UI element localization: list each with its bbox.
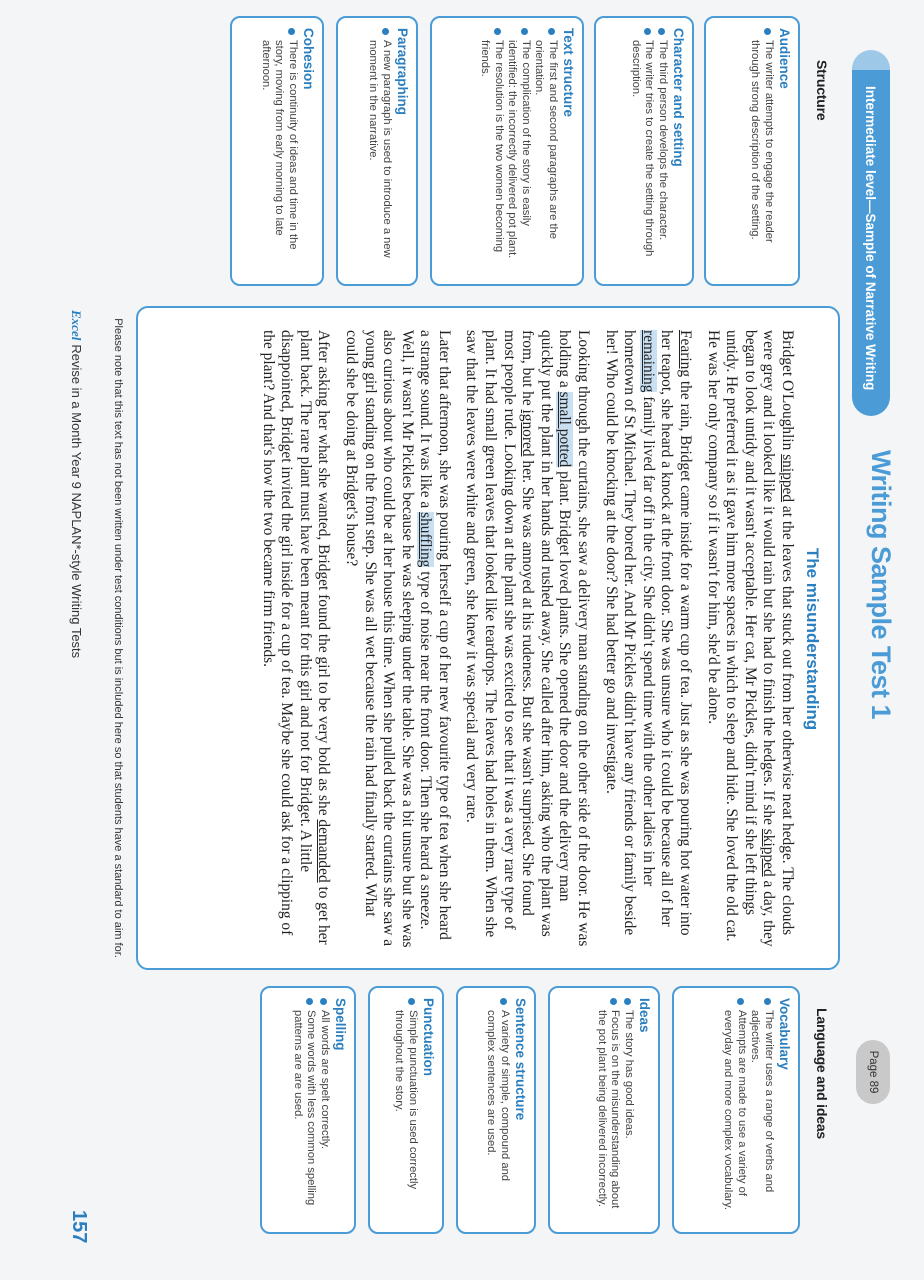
text-structure-box <box>430 16 584 286</box>
story-paragraph: After asking her what she wanted, Bridget found the girl to be very bold as she demanded to get her plant back. The rare plant must have been meant for this girl and not for Bridget. A little disappointed, Bridget invited the girl inside for a cup of tea. Maybe she could ask for a clipping of the plant? And that's how the two became firm friends. <box>259 330 333 945</box>
underlined-word: demanded <box>315 819 333 883</box>
character-setting-title: Character and setting <box>671 28 686 167</box>
footer <box>60 10 90 1244</box>
punctuation-item: Simple punctuation is used correctly throughout the story. <box>392 998 419 1224</box>
character-setting-item: The third person develops the character. <box>656 28 670 276</box>
character-setting-box <box>594 16 694 286</box>
story-title: The misunderstanding <box>803 547 822 731</box>
underlined-word: snipped <box>779 454 796 503</box>
underlined-word: Fearing <box>677 330 695 378</box>
spelling-item: Some words with less common spelling patterns are are used. <box>291 998 318 1224</box>
rotated-page-content <box>60 10 900 1244</box>
text-structure-item: The resolution is the two women becoming friends. <box>478 28 505 276</box>
story-paragraph: Fearing the rain, Bridget came inside for a warm cup of tea. Just as she was pouring hot water into her teapot, she heard a knock at the front door. She was unsure who it could be because all of her remaining family lived far off in the city. She didn't spend time with the other ladies in her hometown of St Michael. They bored her. And Mr Pickles didn't have any friends or family beside her! Who could be knocking at the door? She had better go and investigate. <box>602 330 695 936</box>
spelling-item: All words are spelt correctly. <box>318 998 332 1224</box>
ideas-box <box>548 986 660 1234</box>
text-structure-item: The complication of the story is easily identified: the incorrectly delivered pot plant. <box>505 28 532 276</box>
structure-heading: Structure <box>814 60 830 121</box>
vocabulary-box <box>672 986 800 1234</box>
story-paragraph: Bridget O'Loughlin snipped at the leaves that stuck out from her otherwise neat hedge. The clouds were grey and it looked like it would rain but she had to finish the hedges. If she skipped a day, they began to look untidy and it wasn't acceptable. Her cat, Mr Pickles, didn't mind if she left things untidy. He preferred it as it gave him more spaces in which to sleep and hide. She loved the old cat. He was her only company so if it wasn't for him, she'd be alone. <box>704 330 796 947</box>
story-box <box>136 306 840 970</box>
paragraphing-title: Paragraphing <box>395 28 410 116</box>
audience-title: Audience <box>777 28 792 89</box>
paragraphing-item: A new paragraph is used to introduce a new moment in the narrative. <box>366 28 393 276</box>
spelling-box <box>260 986 356 1234</box>
brand-logo-text: Excel <box>69 310 84 341</box>
vocabulary-item: The writer uses a range of verbs and adjectives. <box>748 998 775 1224</box>
text-structure-title: Text structure <box>561 28 576 118</box>
punctuation-box <box>368 986 444 1234</box>
audience-item: The writer attempts to engage the reader through strong description of the setting. <box>748 28 775 276</box>
sentence-structure-box <box>456 986 536 1234</box>
structure-column <box>60 10 900 290</box>
highlighted-word: small potted <box>556 391 574 468</box>
story-paragraph: Later that afternoon, she was pouring herself a cup of her new favourite type of tea when she heard a strange sound. It was like a shuffling type of noise near the front door. Then she heard a sneeze. Well, it wasn't Mr Pickles because he was sleeping under the table. She was a bit unsure but she was also curious about who could be at her house this time. When she pulled back the curtains she saw a young girl standing on the front step. She was all wet because the rain had finally started. What could she be doing at Bridget's house? <box>342 330 453 948</box>
vocabulary-item: Attempts are made to use a variety of everyday and more complex vocabulary. <box>721 998 748 1224</box>
cohesion-item: There is continuity of ideas and time in the story, moving from early morning to late afternoon. <box>259 28 300 276</box>
ideas-title: Ideas <box>637 998 652 1033</box>
highlighted-word: remaining <box>639 330 657 393</box>
language-heading: Language and ideas <box>814 1008 830 1139</box>
cohesion-title: Cohesion <box>301 28 316 90</box>
footer-brand <box>68 310 84 658</box>
sentence-structure-item: A variety of simple, compound and complex sentences are used. <box>484 998 511 1224</box>
spelling-title: Spelling <box>333 998 348 1051</box>
note-text: Please note that this text has not been written under test conditions but is included here so that students have a standard to aim for. <box>112 318 124 958</box>
page-title: Writing Sample Test 1 <box>866 450 896 720</box>
underlined-word: skipped <box>760 828 778 877</box>
character-setting-item: The writer tries to create the setting through description. <box>629 28 656 276</box>
language-column <box>60 986 900 1240</box>
story-paragraph: Looking through the curtains, she saw a delivery man standing on the other side of the door. He was holding a small potted plant. Bridget loved plants. She opened the door and the delivery man quickly put the plant in her hands and rushed away. She called after him, asking who the plant was from, but he ignored her. She was annoyed at his rudeness. But she wasn't surprised. She found most people rude. Looking down at the plant she was excited to see that it was a very rare type of plant. It had small green leaves that looked like teardrops. The leaves had holes in them. When she saw that the leaves were white and green, she knew it was special and very rare. <box>463 330 593 947</box>
vocabulary-title: Vocabulary <box>777 998 792 1070</box>
text-structure-item: The first and second paragraphs are the orientation. <box>532 28 559 276</box>
paragraphing-box <box>336 16 418 286</box>
cohesion-box <box>230 16 324 286</box>
level-banner: Intermediate level—Sample of Narrative Writing <box>852 70 890 416</box>
audience-box <box>704 16 800 286</box>
page-number: 157 <box>68 1210 90 1244</box>
highlighted-word: shuffling <box>417 512 435 568</box>
page-reference: Page 89 <box>856 1040 890 1104</box>
ideas-item: Focus is on the misunderstanding about the pot plant being delivered incorrectly. <box>595 998 622 1224</box>
punctuation-title: Punctuation <box>421 998 436 1076</box>
underlined-word: ignored <box>519 409 537 457</box>
sentence-structure-title: Sentence structure <box>513 998 528 1121</box>
ideas-item: The story has good ideas. <box>622 998 636 1224</box>
footer-book-title: Revise in a Month Year 9 NAPLAN*-style Writing Tests <box>69 344 84 659</box>
